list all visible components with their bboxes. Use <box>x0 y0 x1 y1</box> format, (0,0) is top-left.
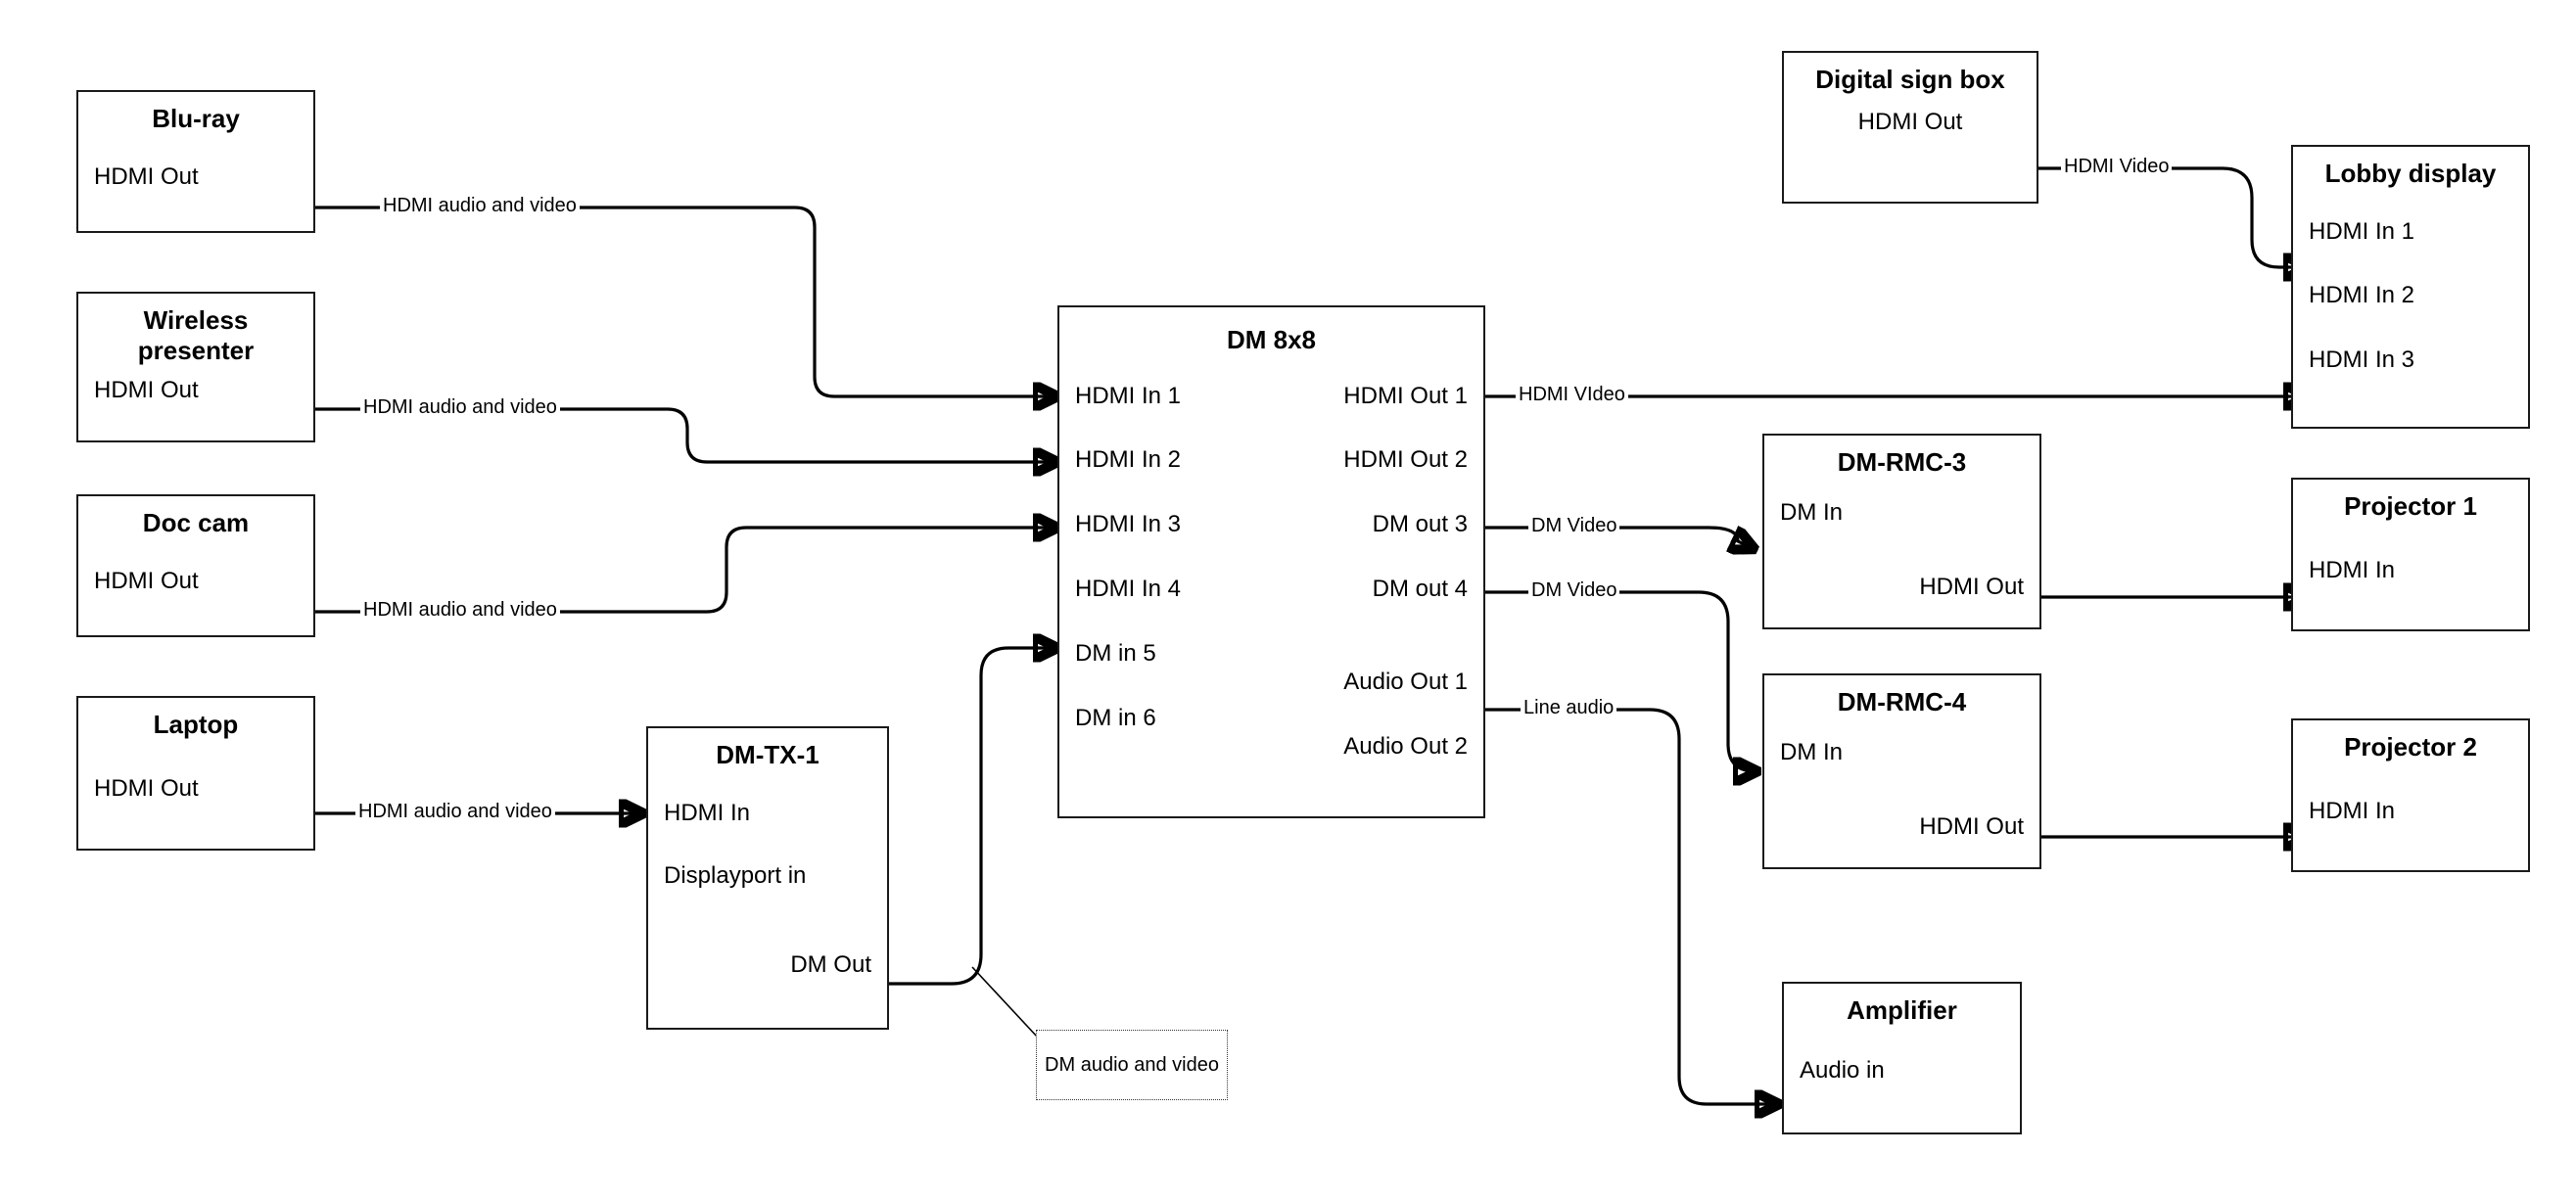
node-bluray-title: Blu-ray <box>152 104 240 133</box>
node-lobby-display[interactable] <box>2291 145 2530 429</box>
node-dm-tx-1[interactable] <box>646 726 889 1030</box>
node-dm-rmc-4-port-hdmi-out: HDMI Out <box>1919 813 2024 841</box>
wire-signbox-to-lobby <box>2038 168 2306 267</box>
edge-label-wireless: HDMI audio and video <box>360 395 560 420</box>
node-projector-1-title: Projector 1 <box>2344 491 2477 521</box>
edge-label-hdmi-out-1: HDMI VIdeo <box>1516 383 1628 407</box>
node-dm-8x8-port-dm-in-5: DM in 5 <box>1075 639 1156 667</box>
node-doc-cam[interactable] <box>76 494 315 637</box>
node-dm-8x8-port-hdmi-in-3: HDMI In 3 <box>1075 511 1182 538</box>
edge-label-dm-out-4: DM Video <box>1528 578 1619 603</box>
node-amplifier-port-audio-in: Audio in <box>1800 1056 1885 1084</box>
node-dm-8x8-port-dm-out-4: DM out 4 <box>1372 576 1468 603</box>
node-dm-rmc-4-port-dm-in: DM In <box>1780 738 1844 765</box>
node-amplifier[interactable] <box>1782 982 2022 1134</box>
node-dm-rmc-3-port-hdmi-out: HDMI Out <box>1919 574 2024 601</box>
node-digital-sign-box-title: Digital sign box <box>1815 65 2005 94</box>
node-dm-8x8-port-hdmi-in-1: HDMI In 1 <box>1075 382 1182 409</box>
node-amplifier-title: Amplifier <box>1847 995 1957 1025</box>
leader-dm-note <box>972 967 1038 1038</box>
edge-label-audio-out-1: Line audio <box>1521 696 1616 720</box>
node-doc-cam-port-hdmi-out: HDMI Out <box>94 567 199 594</box>
wire-bluray-to-dm-in1 <box>315 208 1055 396</box>
node-dm-8x8[interactable] <box>1057 305 1485 818</box>
node-projector-2[interactable] <box>2291 718 2530 872</box>
node-bluray[interactable] <box>76 90 315 233</box>
node-projector-1[interactable] <box>2291 478 2530 631</box>
node-laptop-port-hdmi-out: HDMI Out <box>94 774 199 802</box>
node-laptop[interactable] <box>76 696 315 851</box>
node-dm-8x8-port-audio-out-1: Audio Out 1 <box>1343 668 1468 695</box>
node-dm-8x8-port-hdmi-out-2: HDMI Out 2 <box>1343 446 1468 474</box>
node-dm-8x8-port-hdmi-in-2: HDMI In 2 <box>1075 446 1182 474</box>
edge-label-signbox: HDMI Video <box>2061 155 2172 179</box>
node-projector-2-port-hdmi-in: HDMI In <box>2309 797 2396 824</box>
node-dm-8x8-port-audio-out-2: Audio Out 2 <box>1343 732 1468 760</box>
node-bluray-port-hdmi-out: HDMI Out <box>94 162 199 190</box>
node-digital-sign-box-port-hdmi-out: HDMI Out <box>1857 108 1963 135</box>
node-dm-8x8-port-dm-in-6: DM in 6 <box>1075 704 1156 731</box>
node-laptop-title: Laptop <box>153 710 239 739</box>
node-projector-1-port-hdmi-in: HDMI In <box>2309 556 2396 583</box>
node-dm-rmc-3-port-dm-in: DM In <box>1780 498 1844 526</box>
node-wireless-presenter-title: Wireless presenter <box>137 305 255 365</box>
wire-dmtx1-to-dm-in5 <box>889 648 1055 984</box>
node-dm-tx-1-title: DM-TX-1 <box>716 740 820 769</box>
node-dm-rmc-4[interactable] <box>1762 673 2041 869</box>
wire-dm-out4-to-rmc4 <box>1485 592 1756 771</box>
edge-label-dm-out-3: DM Video <box>1528 514 1619 538</box>
node-dm-tx-1-port-displayport-in: Displayport in <box>664 862 807 890</box>
node-lobby-display-port-hdmi-in-3: HDMI In 3 <box>2309 346 2415 374</box>
edge-label-bluray: HDMI audio and video <box>380 194 580 218</box>
node-dm-rmc-3-title: DM-RMC-3 <box>1837 447 1967 477</box>
node-dm-tx-1-port-dm-out: DM Out <box>790 951 871 979</box>
node-dm-8x8-port-hdmi-in-4: HDMI In 4 <box>1075 576 1182 603</box>
node-dm-8x8-title: DM 8x8 <box>1226 325 1317 354</box>
node-dm-rmc-4-title: DM-RMC-4 <box>1837 687 1967 716</box>
edge-label-laptop: HDMI audio and video <box>355 800 555 824</box>
node-dm-8x8-port-hdmi-out-1: HDMI Out 1 <box>1343 382 1468 409</box>
node-dm-tx-1-port-hdmi-in: HDMI In <box>664 799 751 826</box>
node-wireless-presenter[interactable] <box>76 292 315 442</box>
note-dm-audio-and-video: DM audio and video <box>1036 1030 1228 1100</box>
wire-audio-out1-to-amp <box>1485 710 1777 1104</box>
node-lobby-display-port-hdmi-in-1: HDMI In 1 <box>2309 217 2415 245</box>
node-digital-sign-box[interactable] <box>1782 51 2038 204</box>
node-projector-2-title: Projector 2 <box>2344 732 2477 762</box>
node-dm-rmc-3[interactable] <box>1762 434 2041 629</box>
edge-label-doccam: HDMI audio and video <box>360 598 560 623</box>
node-doc-cam-title: Doc cam <box>142 508 250 537</box>
node-lobby-display-title: Lobby display <box>2324 159 2497 188</box>
node-wireless-presenter-port-hdmi-out: HDMI Out <box>94 377 199 404</box>
node-lobby-display-port-hdmi-in-2: HDMI In 2 <box>2309 282 2415 309</box>
node-dm-8x8-port-dm-out-3: DM out 3 <box>1372 511 1468 538</box>
